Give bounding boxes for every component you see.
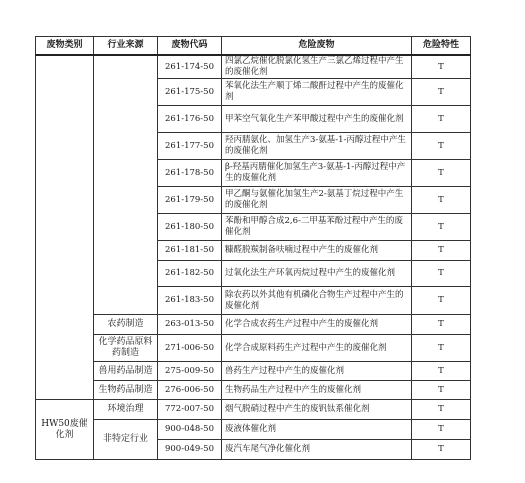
waste-code: 900-048-50 xyxy=(158,420,222,440)
waste-code: 261-176-50 xyxy=(158,106,222,133)
waste-description: 生物药品生产过程中产生的废催化剂 xyxy=(222,381,412,400)
header-code: 废物代码 xyxy=(158,37,222,56)
waste-description: 兽药生产过程中产生的废催化剂 xyxy=(222,362,412,381)
waste-description: 糠醛脱羰制备呋喃过程中产生的废催化剂 xyxy=(222,241,412,261)
hazard-characteristic: T xyxy=(412,160,471,187)
table-row xyxy=(36,55,471,79)
waste-code: 276-006-50 xyxy=(158,381,222,400)
waste-description: 羟丙腈氨化、加氢生产3-氨基-1-丙醇过程中产生的废催化剂 xyxy=(222,133,412,160)
waste-code: 261-183-50 xyxy=(158,287,222,315)
source-cell-empty xyxy=(94,55,158,315)
waste-code: 261-181-50 xyxy=(158,241,222,261)
waste-description: 四氯乙烷催化脱氯化氢生产三氯乙烯过程中产生的废催化剂 xyxy=(222,55,412,79)
hazard-characteristic: T xyxy=(412,133,471,160)
waste-description: 化学合成原料药生产过程中产生的废催化剂 xyxy=(222,335,412,362)
hazard-characteristic: T xyxy=(412,187,471,214)
industry-source: 农药制造 xyxy=(94,315,158,335)
hazard-characteristic: T xyxy=(412,440,471,460)
table-row xyxy=(36,420,471,440)
waste-code: 271-006-50 xyxy=(158,335,222,362)
hazard-characteristic: T xyxy=(412,55,471,79)
waste-code: 261-175-50 xyxy=(158,79,222,106)
table-row xyxy=(36,400,471,420)
waste-description: 过氧化法生产环氧丙烷过程中产生的废催化剂 xyxy=(222,261,412,287)
hazard-characteristic: T xyxy=(412,287,471,315)
waste-description: 废液体催化剂 xyxy=(222,420,412,440)
header-waste: 危险废物 xyxy=(222,37,412,56)
hazard-characteristic: T xyxy=(412,106,471,133)
category-cell-empty xyxy=(36,55,94,400)
hazard-characteristic: T xyxy=(412,362,471,381)
header-source: 行业来源 xyxy=(94,37,158,56)
waste-description: 苯氧化法生产顺丁烯二酸酐过程中产生的废催化剂 xyxy=(222,79,412,106)
hazard-characteristic: T xyxy=(412,420,471,440)
hazardous-waste-table xyxy=(35,36,471,460)
hazard-characteristic: T xyxy=(412,400,471,420)
waste-description: 烟气脱硝过程中产生的废钒钛系催化剂 xyxy=(222,400,412,420)
waste-description: 除农药以外其他有机磷化合物生产过程中产生的废催化剂 xyxy=(222,287,412,315)
industry-source: 非特定行业 xyxy=(94,420,158,460)
table-row xyxy=(36,335,471,362)
industry-source: 环境治理 xyxy=(94,400,158,420)
waste-description: 废汽车尾气净化催化剂 xyxy=(222,440,412,460)
waste-code: 261-179-50 xyxy=(158,187,222,214)
industry-source: 化学药品原料药制造 xyxy=(94,335,158,362)
hazard-characteristic: T xyxy=(412,214,471,241)
waste-code: 263-013-50 xyxy=(158,315,222,335)
waste-code: 275-009-50 xyxy=(158,362,222,381)
waste-code: 261-174-50 xyxy=(158,55,222,79)
table-row xyxy=(36,362,471,381)
waste-code: 261-182-50 xyxy=(158,261,222,287)
table-row xyxy=(36,381,471,400)
waste-code: 772-007-50 xyxy=(158,400,222,420)
hazard-characteristic: T xyxy=(412,335,471,362)
waste-category: HW50废催化剂 xyxy=(36,400,94,460)
industry-source: 兽用药品制造 xyxy=(94,362,158,381)
waste-catalog-table-wrapper xyxy=(35,36,471,460)
header-row xyxy=(36,37,471,56)
header-category: 废物类别 xyxy=(36,37,94,56)
waste-description: 甲乙酮与氨催化加氢生产2-氨基丁烷过程中产生的废催化剂 xyxy=(222,187,412,214)
waste-code: 261-177-50 xyxy=(158,133,222,160)
hazard-characteristic: T xyxy=(412,261,471,287)
hazard-characteristic: T xyxy=(412,79,471,106)
hazard-characteristic: T xyxy=(412,381,471,400)
waste-description: β-羟基丙腈催化加氢生产3-氨基-1-丙醇过程中产生的废催化剂 xyxy=(222,160,412,187)
hazard-characteristic: T xyxy=(412,315,471,335)
hazard-characteristic: T xyxy=(412,241,471,261)
waste-code: 900-049-50 xyxy=(158,440,222,460)
waste-code: 261-180-50 xyxy=(158,214,222,241)
waste-description: 化学合成农药生产过程中产生的废催化剂 xyxy=(222,315,412,335)
industry-source: 生物药品制造 xyxy=(94,381,158,400)
waste-code: 261-178-50 xyxy=(158,160,222,187)
waste-description: 苯酚和甲醇合成2,6-二甲基苯酚过程中产生的废催化剂 xyxy=(222,214,412,241)
table-row xyxy=(36,315,471,335)
header-hazard: 危险特性 xyxy=(412,37,471,56)
waste-description: 甲苯空气氧化生产苯甲酸过程中产生的废催化剂 xyxy=(222,106,412,133)
